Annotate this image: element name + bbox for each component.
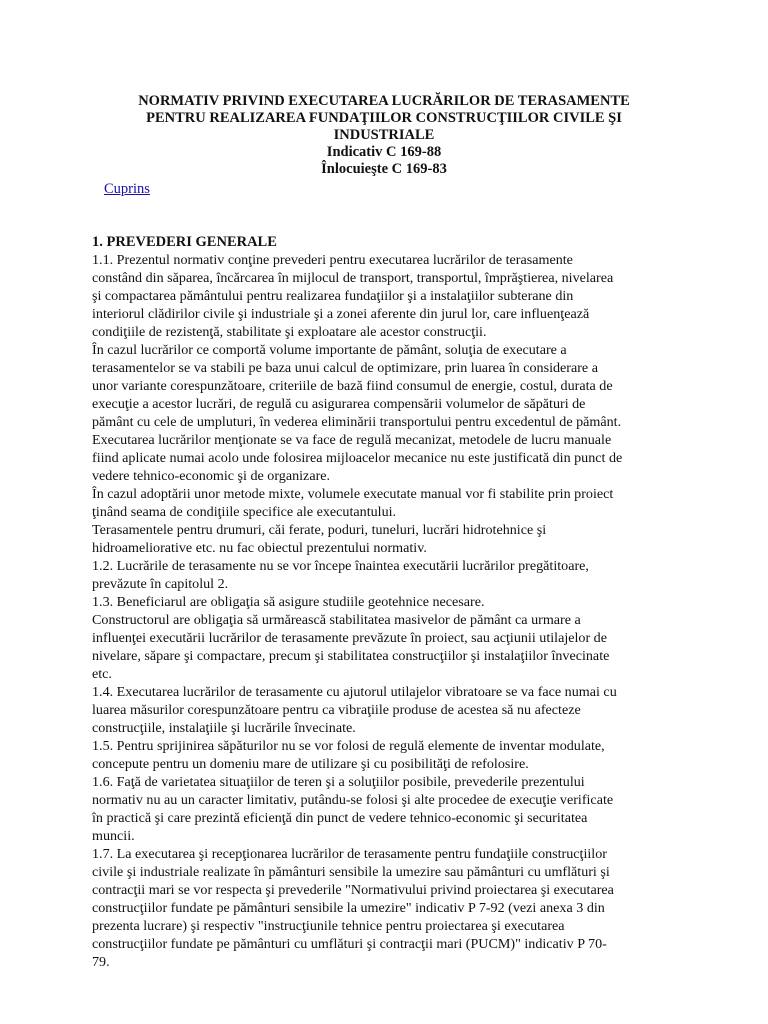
- document-title-block: [92, 93, 676, 178]
- body-line: influenţei executării lucrărilor de terasamente prevăzute în proiect, sau acţiunii utilajelor de: [92, 630, 607, 646]
- body-line: construcţiilor fundate pe pământuri cu umflături şi contracţii mari (PUCM)" indicativ P 70-: [92, 936, 607, 952]
- body-line: În cazul lucrărilor ce comportă volume importante de pământ, soluţia de executare a: [92, 342, 567, 358]
- body-line: prezenta lucrare) şi respectiv "instrucţiunile tehnice pentru proiectarea şi executarea: [92, 918, 565, 934]
- body-line: 1.1. Prezentul normativ conţine prevederi pentru executarea lucrărilor de terasamente: [92, 252, 573, 268]
- body-line: nivelare, săpare şi compactare, precum şi stabilitatea construcţiilor şi instalaţiilor învecinate: [92, 648, 610, 664]
- body-line: hidroameliorative etc. nu fac obiectul prezentului normativ.: [92, 540, 427, 556]
- body-line: constând din săparea, încărcarea în mijlocul de transport, transportul, împrăştierea, nivelarea: [92, 270, 614, 286]
- body-line: luarea măsurilor corespunzătoare pentru ca vibraţiile produse de acestea să nu afecteze: [92, 702, 581, 718]
- body-line: Executarea lucrărilor menţionate se va face de regulă mecanizat, metodele de lucru manuale: [92, 432, 612, 448]
- body-line: muncii.: [92, 828, 135, 844]
- body-text: [92, 251, 692, 971]
- body-line: normativ nu au un caracter limitativ, putându-se folosi şi alte procedee de execuţie verificate: [92, 792, 614, 808]
- document-title-line-2: PENTRU REALIZAREA FUNDAŢIILOR CONSTRUCŢIILOR CIVILE ŞI: [146, 110, 622, 126]
- document-title-line-1: NORMATIV PRIVIND EXECUTAREA LUCRĂRILOR DE TERASAMENTE: [138, 93, 630, 109]
- body-line: vedere tehnico-economic şi de organizare.: [92, 468, 331, 484]
- body-line: interiorul clădirilor civile şi industriale şi a zonei aferente din jurul lor, care influenţează: [92, 306, 590, 322]
- body-line: execuţie a acestor lucrări, de regulă cu asigurarea compensării volumelor de săpături de: [92, 396, 586, 412]
- body-line: Terasamentele pentru drumuri, căi ferate, poduri, tuneluri, lucrări hidrotehnice şi: [92, 522, 547, 538]
- body-line: terasamentelor se va stabili pe baza unui calcul de optimizare, prin luarea în considerare a: [92, 360, 598, 376]
- body-line: 79.: [92, 954, 110, 970]
- body-line: în practică şi care prezintă eficienţă din punct de vedere tehnico-economic şi securitatea: [92, 810, 588, 826]
- body-line: prevăzute în capitolul 2.: [92, 576, 229, 592]
- body-line: 1.2. Lucrările de terasamente nu se vor începe înaintea executării lucrărilor pregătitoare,: [92, 558, 589, 574]
- body-line: ţinând seama de condiţiile specifice ale executantului.: [92, 504, 397, 520]
- body-line: 1.3. Beneficiarul are obligaţia să asigure studiile geotehnice necesare.: [92, 594, 485, 610]
- body-line: În cazul adoptării unor metode mixte, volumele executate manual vor fi stabilite prin proiect: [92, 486, 614, 502]
- toc-link[interactable]: Cuprins: [104, 181, 150, 197]
- body-line: pământ cu cele de umpluturi, în vederea eliminării transportului pentru excedentul de pământ.: [92, 414, 622, 430]
- body-line: fiind aplicate numai acolo unde folosirea mijloacelor mecanice nu este justificată din punct de: [92, 450, 623, 466]
- body-line: 1.5. Pentru sprijinirea săpăturilor nu se vor folosi de regulă elemente de inventar modulate,: [92, 738, 605, 754]
- body-line: 1.4. Executarea lucrărilor de terasamente cu ajutorul utilajelor vibratoare se va face numai cu: [92, 684, 617, 700]
- document-indicativ: Indicativ C 169-88: [326, 144, 442, 160]
- body-line: contracţii mari se vor respecta şi prevederile "Normativului privind proiectarea şi executarea: [92, 882, 614, 898]
- body-line: etc.: [92, 666, 112, 682]
- body-line: unor variante corespunzătoare, criteriile de bază fiind consumul de energie, costul, durata de: [92, 378, 613, 394]
- body-line: concepute pentru un domeniu mare de utilizare şi cu posibilităţi de refolosire.: [92, 756, 529, 772]
- body-line: şi compactarea pământului pentru realizarea fundaţiilor şi a instalaţiilor subterane din: [92, 288, 574, 304]
- section-heading: 1. PREVEDERI GENERALE: [92, 234, 277, 250]
- body-line: condiţiile de rezistenţă, stabilitate şi exploatare ale acestor construcţii.: [92, 324, 487, 340]
- body-line: construcţiile, instalaţiile şi lucrările învecinate.: [92, 720, 356, 736]
- body-line: 1.6. Faţă de varietatea situaţiilor de teren şi a soluţiilor posibile, prevederile prezentului: [92, 774, 585, 790]
- body-line: 1.7. La executarea şi recepţionarea lucrărilor de terasamente pentru fundaţiile construcţiilor: [92, 846, 607, 862]
- document-replaces: Înlocuieşte C 169-83: [321, 161, 447, 177]
- body-line: Constructorul are obligaţia să urmărească stabilitatea masivelor de pământ ca urmare a: [92, 612, 581, 628]
- body-line: civile şi industriale realizate în pământuri sensibile la umezire sau pământuri cu umflături şi: [92, 864, 610, 880]
- document-title-line-3: INDUSTRIALE: [333, 127, 435, 143]
- body-line: construcţiilor fundate pe pământuri sensibile la umezire" indicativ P 7-92 (vezi anexa 3 din: [92, 900, 605, 916]
